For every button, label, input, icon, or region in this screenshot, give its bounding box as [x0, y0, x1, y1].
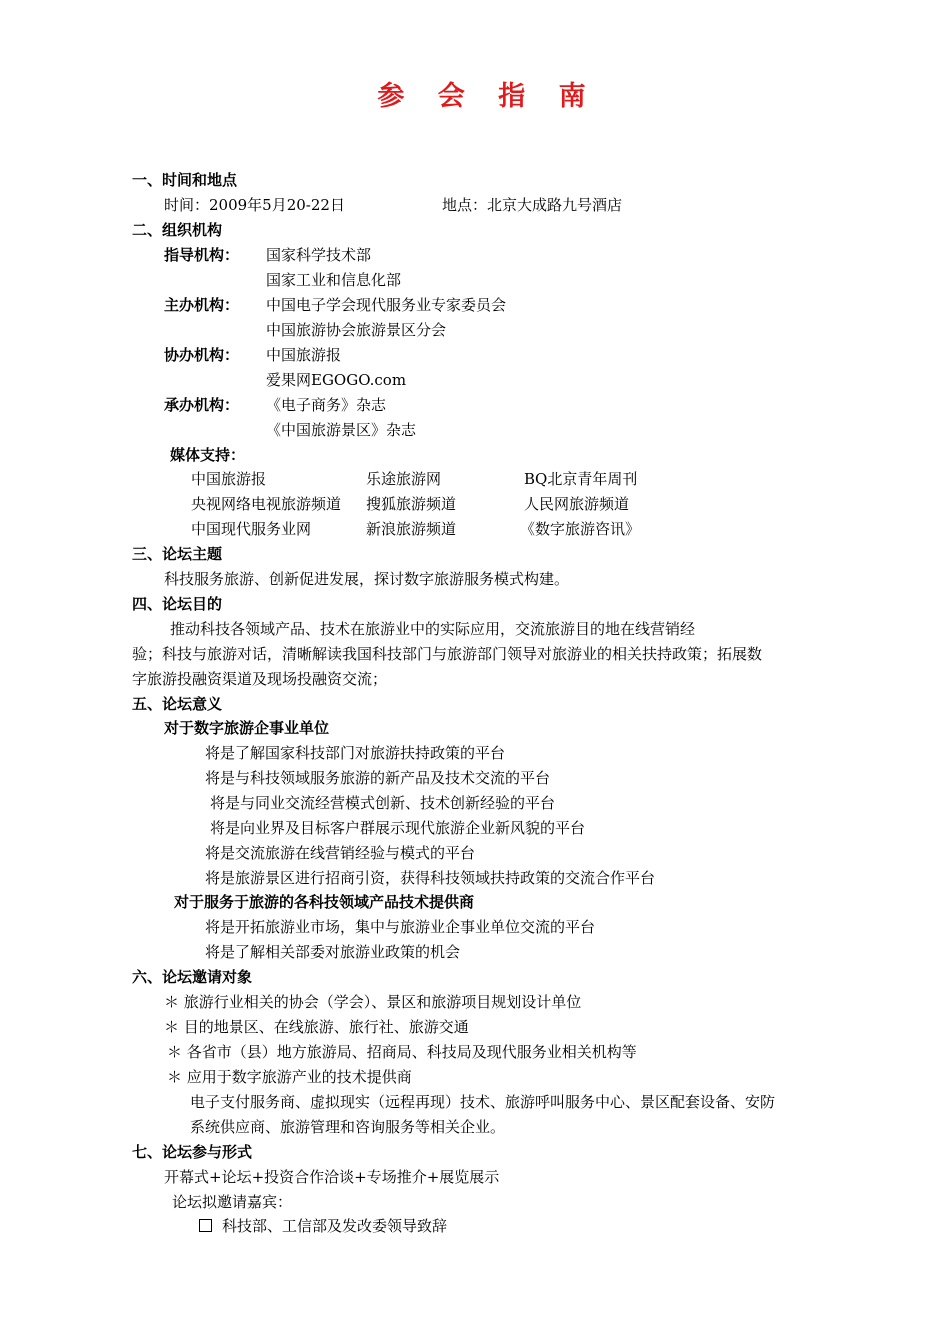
theme-text: 科技服务旅游、创新促进发展，探讨数字旅游服务模式构建。 — [164, 570, 570, 588]
invitee-detail: 电子支付服务商、虚拟现实（远程再现）技术、旅游呼叫服务中心、景区配套设备、安防 — [190, 1093, 776, 1111]
invitee-item: ＊ 旅游行业相关的协会（学会）、景区和旅游项目规划设计单位 — [164, 993, 582, 1011]
checkbox-icon — [199, 1219, 212, 1232]
significance-item: 将是与科技领域服务旅游的新产品及技术交流的平台 — [205, 769, 551, 787]
organizer: 《中国旅游景区》杂志 — [266, 421, 417, 439]
section-heading-purpose: 四、论坛目的 — [132, 595, 223, 613]
invitee-item: ＊ 目的地景区、在线旅游、旅行社、旅游交通 — [164, 1018, 469, 1036]
section-heading-invitees: 六、论坛邀请对象 — [132, 968, 253, 986]
section-heading-organization: 二、组织机构 — [132, 221, 223, 239]
host-org: 中国旅游协会旅游景区分会 — [266, 321, 447, 339]
guest-text: 科技部、工信部及发改委领导致辞 — [222, 1217, 448, 1235]
host-org: 中国电子学会现代服务业专家委员会 — [266, 296, 507, 314]
page-title: 参 会 指 南 — [377, 81, 598, 112]
significance-item: 将是开拓旅游业市场，集中与旅游业企事业单位交流的平台 — [205, 918, 596, 936]
media-item: 人民网旅游频道 — [524, 495, 630, 513]
purpose-text: 推动科技各领域产品、技术在旅游业中的实际应用，交流旅游目的地在线营销经 — [170, 620, 696, 638]
media-item: BQ北京青年周刊 — [524, 470, 638, 488]
organizer: 《电子商务》杂志 — [266, 396, 387, 414]
section-heading-format: 七、论坛参与形式 — [132, 1143, 253, 1161]
media-item: 乐途旅游网 — [366, 470, 442, 488]
event-place: 地点：北京大成路九号酒店 — [442, 196, 623, 214]
invitee-detail: 系统供应商、旅游管理和咨询服务等相关企业。 — [190, 1118, 506, 1136]
event-time: 时间：2009年5月20-22日 — [164, 196, 345, 214]
significance-subheading: 对于服务于旅游的各科技领域产品技术提供商 — [174, 893, 475, 911]
host-label: 主办机构： — [164, 296, 240, 314]
section-heading-time-place: 一、时间和地点 — [132, 171, 238, 189]
invitee-item: ＊ 各省市（县）地方旅游局、招商局、科技局及现代服务业相关机构等 — [167, 1043, 637, 1061]
co-org: 中国旅游报 — [266, 346, 342, 364]
media-item: 中国旅游报 — [191, 470, 267, 488]
significance-item: 将是交流旅游在线营销经验与模式的平台 — [205, 844, 476, 862]
guests-label: 论坛拟邀请嘉宾： — [172, 1193, 293, 1211]
significance-item: 将是与同业交流经营模式创新、技术创新经验的平台 — [210, 794, 556, 812]
media-item: 新浪旅游频道 — [366, 520, 457, 538]
invitee-item: ＊ 应用于数字旅游产业的技术提供商 — [167, 1068, 412, 1086]
purpose-text: 验；科技与旅游对话，清晰解读我国科技部门与旅游部门领导对旅游业的相关扶持政策；拓展数 — [132, 645, 763, 663]
significance-subheading: 对于数字旅游企事业单位 — [164, 719, 330, 737]
media-item: 《数字旅游咨讯》 — [520, 520, 641, 538]
media-item: 搜狐旅游频道 — [366, 495, 457, 513]
guest-item — [199, 1216, 447, 1236]
significance-item: 将是向业界及目标客户群展示现代旅游企业新风貌的平台 — [210, 819, 586, 837]
co-org: 爱果网EGOGO.com — [266, 371, 407, 389]
significance-item: 将是了解相关部委对旅游业政策的机会 — [205, 943, 461, 961]
format-text: 开幕式+论坛+投资合作洽谈+专场推介+展览展示 — [164, 1168, 500, 1186]
section-heading-significance: 五、论坛意义 — [132, 695, 223, 713]
significance-item: 将是旅游景区进行招商引资，获得科技领域扶持政策的交流合作平台 — [205, 869, 656, 887]
media-item: 央视网络电视旅游频道 — [191, 495, 342, 513]
organizer-label: 承办机构： — [164, 396, 240, 414]
section-heading-theme: 三、论坛主题 — [132, 545, 223, 563]
significance-item: 将是了解国家科技部门对旅游扶持政策的平台 — [205, 744, 506, 762]
guide-label: 指导机构： — [164, 246, 240, 264]
co-label: 协办机构： — [164, 346, 240, 364]
guide-org: 国家工业和信息化部 — [266, 271, 402, 289]
purpose-text: 字旅游投融资渠道及现场投融资交流； — [132, 670, 388, 688]
guide-org: 国家科学技术部 — [266, 246, 372, 264]
media-label: 媒体支持： — [170, 446, 246, 464]
media-item: 中国现代服务业网 — [191, 520, 312, 538]
